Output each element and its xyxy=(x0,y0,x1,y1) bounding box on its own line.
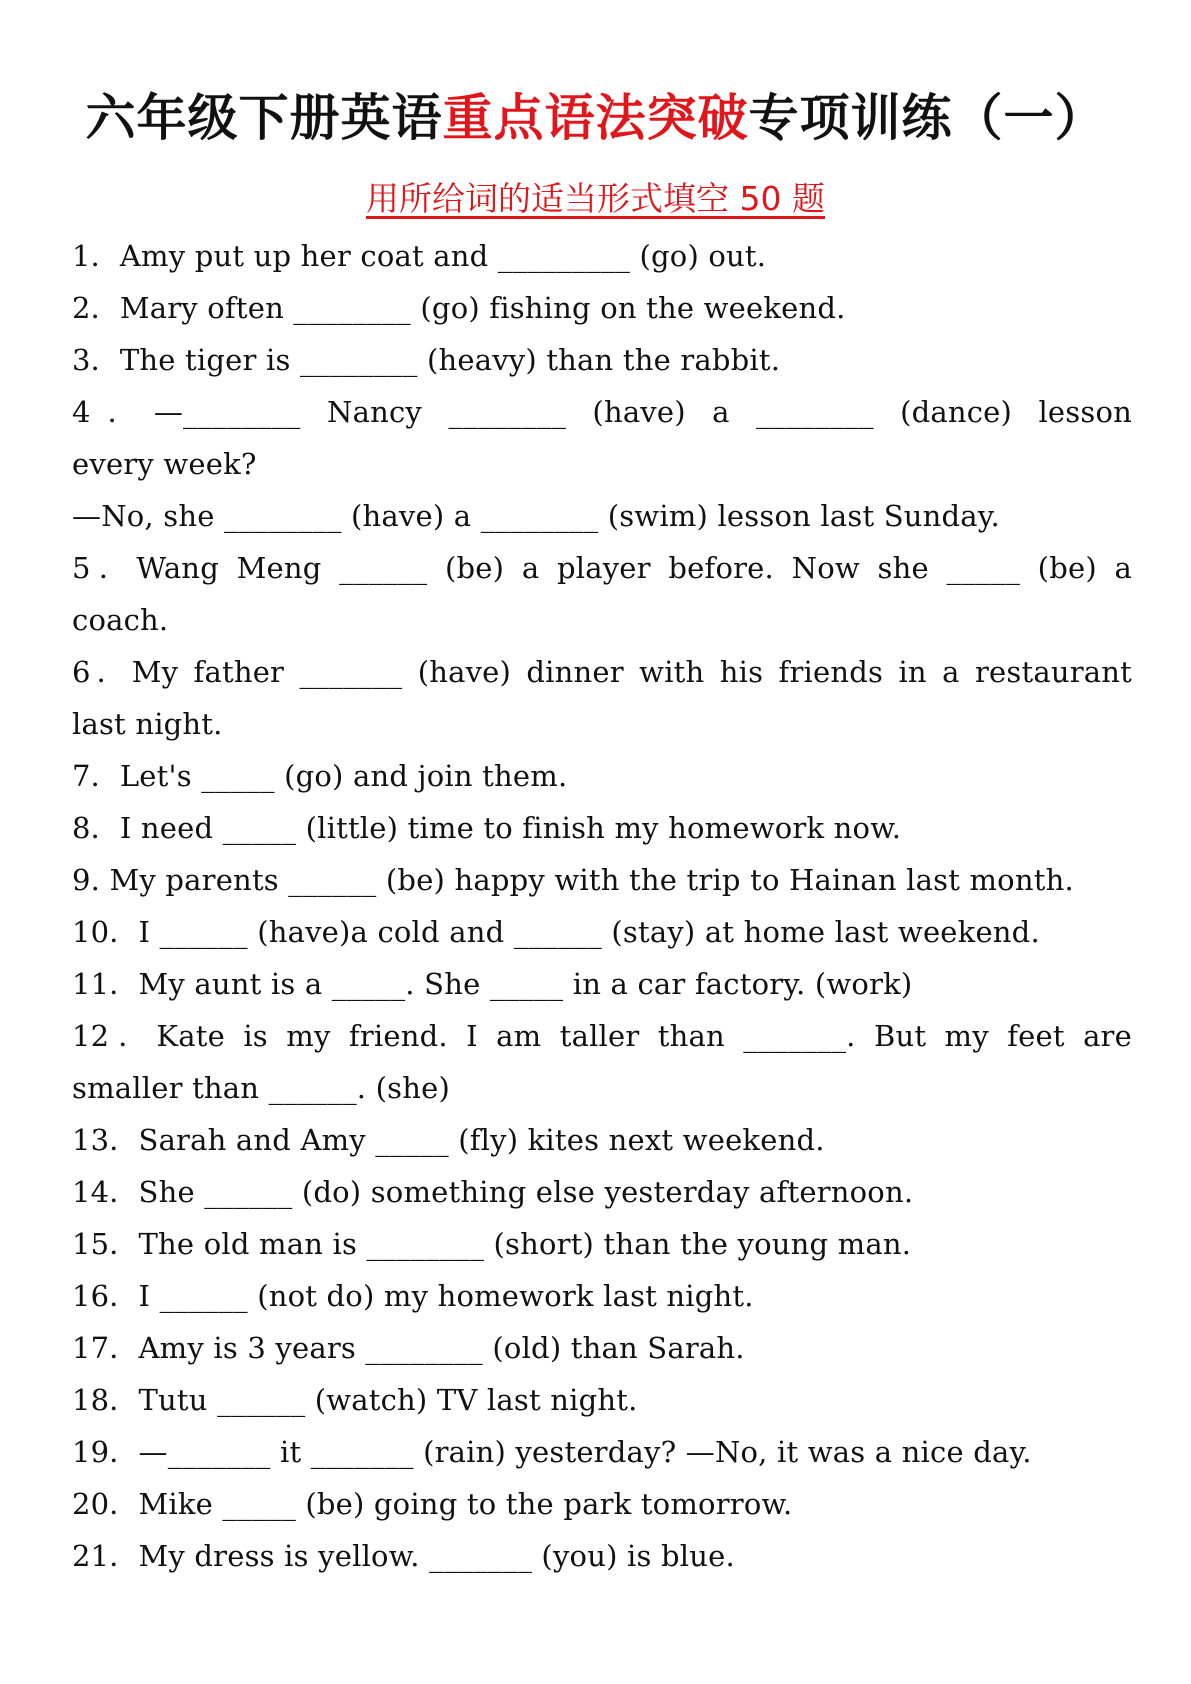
title-part-2: 专项训练（一） xyxy=(748,89,1106,147)
question-line-15: 15．The old man is ________ (short) than the young man. xyxy=(72,1227,912,1261)
question-line-20: 20．Mike _____ (be) going to the park tomorrow. xyxy=(72,1487,793,1521)
question-line-21: 21．My dress is yellow. _______ (you) is blue. xyxy=(72,1539,735,1573)
question-line-6: 6．My father _______ (have) dinner with his friends in a restaurant xyxy=(72,655,1132,689)
question-line-13: 13．Sarah and Amy _____ (fly) kites next weekend. xyxy=(72,1123,825,1157)
question-line-8: 8．I need _____ (little) time to finish my homework now. xyxy=(72,811,902,845)
question-line-9: 9. My parents ______ (be) happy with the trip to Hainan last month. xyxy=(72,863,1074,897)
question-line-14: 14．She ______ (do) something else yesterday afternoon. xyxy=(72,1175,914,1209)
question-line-10: 10．I ______ (have)a cold and ______ (stay) at home last weekend. xyxy=(72,915,1040,949)
question-line-5-continued: coach. xyxy=(72,603,169,637)
question-line-4-continued: every week? xyxy=(72,447,257,481)
question-line-17: 17．Amy is 3 years ________ (old) than Sarah. xyxy=(72,1331,745,1365)
title-highlight: 重点语法突破 xyxy=(442,89,749,147)
question-list xyxy=(72,230,1132,1582)
question-line-6-continued: last night. xyxy=(72,707,223,741)
question-line-4-answer: —No, she ________ (have) a ________ (swim) lesson last Sunday. xyxy=(72,499,1000,533)
question-line-3: 3．The tiger is ________ (heavy) than the rabbit. xyxy=(72,343,781,377)
question-line-1: 1．Amy put up her coat and _________ (go) out. xyxy=(72,239,767,273)
page-subtitle: 用所给词的适当形式填空 50 题 xyxy=(366,179,825,218)
title-part-1: 六年级下册英语 xyxy=(85,89,443,147)
question-line-12: 12．Kate is my friend. I am taller than _______. But my feet are xyxy=(72,1019,1132,1053)
question-line-5: 5．Wang Meng ______ (be) a player before. Now she _____ (be) a xyxy=(72,551,1132,585)
question-line-18: 18．Tutu ______ (watch) TV last night. xyxy=(72,1383,638,1417)
question-line-4: 4．—________ Nancy ________ (have) a ________ (dance) lesson xyxy=(72,395,1132,429)
question-line-16: 16．I ______ (not do) my homework last night. xyxy=(72,1279,754,1313)
question-line-12-continued: smaller than ______. (she) xyxy=(72,1071,450,1105)
question-line-19: 19．—_______ it _______ (rain) yesterday? —No, it was a nice day. xyxy=(72,1435,1032,1469)
question-line-7: 7．Let's _____ (go) and join them. xyxy=(72,759,568,793)
question-line-11: 11．My aunt is a _____. She _____ in a car factory. (work) xyxy=(72,967,913,1001)
page-title xyxy=(0,78,1191,158)
question-line-2: 2．Mary often ________ (go) fishing on the weekend. xyxy=(72,291,846,325)
